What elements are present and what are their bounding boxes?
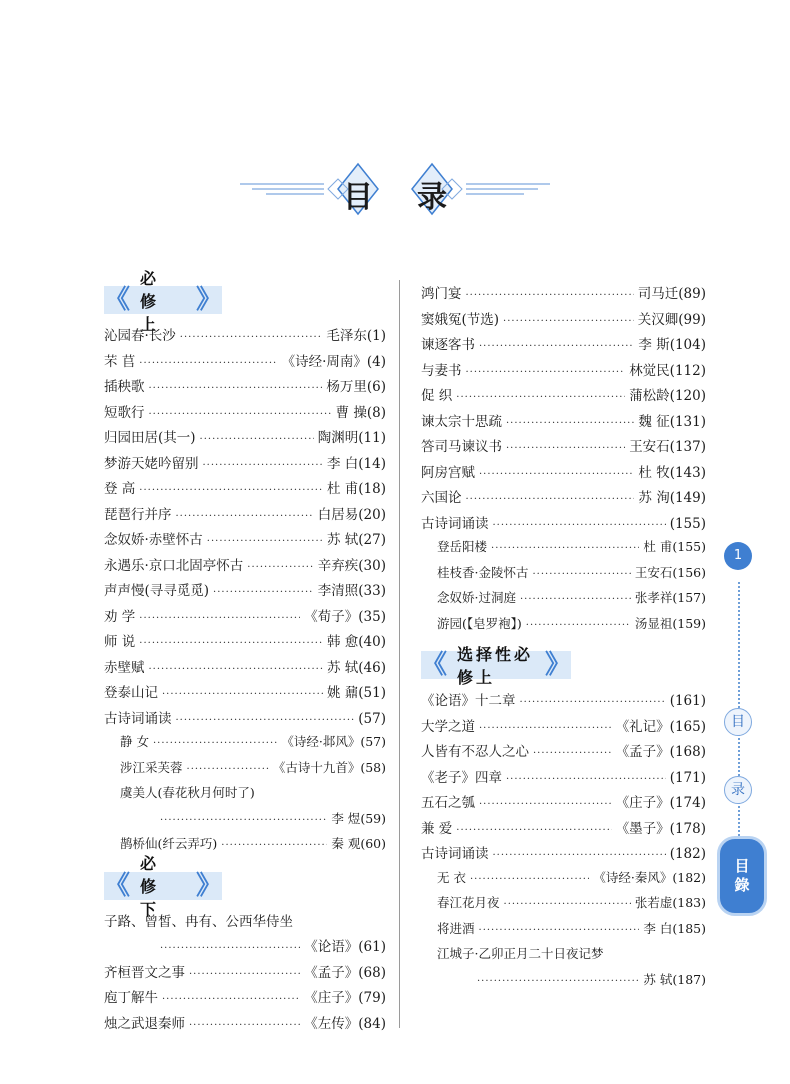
toc-entry-source-page: 辛弃疾(30) (317, 557, 386, 574)
toc-entry-title: 《论语》十二章 (421, 693, 516, 709)
toc-entry-source-page: 曹 操(8) (335, 404, 386, 421)
dot-leader (466, 290, 634, 301)
toc-entry[interactable] (421, 740, 706, 766)
dot-leader (479, 925, 640, 936)
toc-entry-title: 古诗词诵读 (421, 846, 489, 862)
toc-entry-source-page: 杜 牧(143) (638, 464, 706, 481)
bracket-right-icon: 》 (544, 650, 571, 680)
toc-entry[interactable] (421, 410, 706, 436)
dot-leader (506, 774, 666, 785)
toc-entry[interactable] (104, 477, 386, 503)
dot-leader (213, 587, 314, 598)
bracket-left-icon: 《 (421, 650, 448, 680)
dot-leader (532, 569, 630, 580)
dot-leader (504, 899, 631, 910)
toc-entry-source-page: 蒲松龄(120) (629, 388, 706, 404)
toc-entry-source-page: 李清照(33) (317, 583, 386, 599)
toc-entry-title: 答司马谏议书 (421, 439, 502, 455)
dot-leader (520, 594, 631, 605)
toc-entry-title: 涉江采芙蓉 (120, 759, 183, 775)
dot-leader (503, 316, 634, 327)
toc-entry-title: 春江花月夜 (437, 895, 500, 910)
dot-leader (533, 748, 612, 759)
toc-entry-source-page: 杜 甫(155) (643, 539, 706, 554)
toc-entry[interactable] (421, 842, 706, 868)
toc-entry-title: 无 衣 (437, 869, 466, 885)
toc-entry-title: 永遇乐·京口北固亭怀古 (104, 557, 244, 574)
dot-leader (221, 840, 327, 851)
toc-entry[interactable] (421, 868, 706, 894)
toc-entry-source-page: 姚 鼐(51) (326, 685, 386, 701)
toc-entry-source-page: (161) (669, 693, 706, 709)
section-heading (104, 854, 386, 919)
toc-entry[interactable] (104, 961, 386, 987)
dot-leader (203, 460, 323, 471)
toc-entry-source-page: 《诗经·秦风》(182) (593, 869, 706, 885)
dot-leader (200, 434, 314, 445)
dot-leader (479, 341, 634, 352)
toc-entry[interactable] (421, 893, 706, 919)
dot-leader (479, 799, 612, 810)
toc-entry[interactable] (421, 308, 706, 334)
dot-leader (491, 543, 639, 554)
toc-entry[interactable] (104, 656, 386, 682)
dot-leader (160, 943, 300, 954)
toc-entry[interactable] (421, 970, 706, 996)
toc-entry[interactable] (421, 486, 706, 512)
dot-leader (207, 536, 323, 547)
toc-entry[interactable] (421, 766, 706, 792)
toc-entry[interactable] (421, 919, 706, 945)
bracket-right-icon: 》 (195, 285, 222, 315)
dot-leader (456, 825, 611, 836)
toc-entry-source-page: 林觉民(112) (629, 362, 706, 379)
toc-entry[interactable] (421, 563, 706, 589)
toc-entry[interactable] (104, 1012, 386, 1038)
toc-entry-title: 梦游天姥吟留别 (104, 455, 199, 472)
toc-entry-title: 赤壁赋 (104, 659, 145, 676)
toc-entry-title: 人皆有不忍人之心 (421, 744, 529, 760)
dot-leader (479, 469, 634, 480)
toc-entry[interactable] (104, 707, 386, 733)
dot-leader (493, 850, 666, 861)
toc-entry-source-page: 秦 观(60) (331, 836, 386, 851)
toc-right-column (421, 282, 706, 995)
section-heading-label: 选择性必修上 (457, 645, 534, 687)
dot-leader (139, 638, 323, 649)
toc-entry-source-page: 《庄子》(174) (615, 795, 706, 811)
section-heading-bar (421, 645, 571, 687)
toc-entry[interactable] (104, 426, 386, 452)
toc-entry-source-page: 陶渊明(11) (317, 430, 386, 446)
toc-entry-title: 登 高 (104, 481, 136, 497)
toc-entry-title: 归园田居(其一) (104, 430, 196, 446)
toc-entry-source-page: 李 白(14) (326, 455, 386, 472)
toc-entry[interactable] (104, 579, 386, 605)
toc-entry-source-page: 李 白(185) (643, 920, 706, 936)
toc-entry-title: 劝 学 (104, 608, 136, 625)
dot-leader (506, 418, 634, 429)
toc-entry[interactable] (421, 435, 706, 461)
toc-entry-title: 五石之瓠 (421, 795, 475, 811)
toc-entry-title: 登泰山记 (104, 685, 158, 701)
toc-entry[interactable] (421, 359, 706, 385)
toc-entry[interactable] (421, 817, 706, 843)
toc-entry[interactable] (104, 986, 386, 1012)
toc-entry-title: 子路、曾皙、冉有、公西华侍坐 (104, 913, 293, 930)
toc-entry[interactable] (421, 689, 706, 715)
toc-entry-title: 兼 爱 (421, 820, 453, 837)
toc-entry-title: 促 织 (421, 388, 453, 404)
dot-leader (470, 874, 589, 885)
dot-leader (139, 613, 300, 624)
badge-char: 目 (734, 857, 750, 875)
dot-leader (526, 620, 631, 631)
toc-entry-title: 大学之道 (421, 718, 475, 735)
toc-entry-title: 古诗词诵读 (104, 710, 172, 727)
toc-entry-title: 虞美人(春花秋月何时了) (120, 785, 255, 800)
toc-entry-title: 短歌行 (104, 404, 145, 421)
toc-entry-source-page: 《孟子》(168) (615, 744, 706, 760)
toc-entry-title: 鹊桥仙(纤云弄巧) (120, 836, 218, 851)
toc-entry[interactable] (104, 630, 386, 656)
toc-entry-source-page: 《论语》(61) (304, 939, 386, 955)
toc-entry-title: 沁园春·长沙 (104, 328, 176, 344)
dot-leader (149, 664, 323, 675)
toc-entry-source-page: 《礼记》(165) (615, 718, 706, 735)
dot-leader (466, 494, 635, 505)
toc-entry[interactable] (421, 333, 706, 359)
toc-entry-title: 谏逐客书 (421, 337, 475, 353)
dot-leader (520, 697, 666, 708)
page-number-badge: 1 (724, 542, 752, 570)
toc-entry-title: 古诗词诵读 (421, 515, 489, 532)
toc-entry[interactable] (421, 588, 706, 614)
bracket-left-icon: 《 (104, 870, 131, 901)
toc-entry-source-page: 张若虚(183) (634, 895, 706, 910)
bracket-left-icon: 《 (104, 285, 131, 315)
toc-entry[interactable] (104, 554, 386, 580)
section-heading-bar (104, 854, 222, 919)
dot-leader (139, 485, 323, 496)
toc-entry-title: 登岳阳楼 (437, 539, 488, 554)
toc-entry[interactable] (104, 375, 386, 401)
toc-entry-source-page: 王安石(137) (629, 439, 706, 455)
toc-entry-source-page: 苏 轼(46) (326, 659, 386, 676)
dot-leader (149, 383, 323, 394)
toc-entry-source-page: 汤显祖(159) (634, 615, 706, 631)
toc-entry[interactable] (104, 503, 386, 529)
toc-entry-title: 声声慢(寻寻觅觅) (104, 583, 210, 599)
dot-leader (479, 723, 612, 734)
toc-entry[interactable] (104, 732, 386, 758)
toc-entry-source-page: (182) (669, 846, 706, 862)
toc-entry-title: 静 女 (120, 734, 149, 749)
toc-entry-source-page: 杨万里(6) (326, 379, 386, 395)
dot-leader (180, 332, 323, 343)
toc-entry-title: 鸿门宴 (421, 286, 462, 302)
toc-entry[interactable] (104, 350, 386, 376)
title-ornament (236, 158, 554, 220)
title-char-2: 录 (417, 180, 447, 215)
dot-leader (506, 443, 625, 454)
dot-leader (162, 689, 323, 700)
dot-leader (176, 715, 355, 726)
toc-entry[interactable] (421, 384, 706, 410)
toc-entry-source-page: 毛泽东(1) (326, 328, 386, 344)
dot-leader (466, 367, 626, 378)
toc-entry-source-page: 苏 轼(27) (326, 532, 386, 548)
toc-entry[interactable] (104, 452, 386, 478)
dot-leader (189, 1020, 300, 1031)
toc-entry-title: 桂枝香·金陵怀古 (437, 564, 529, 580)
toc-entry-title: 念奴娇·过洞庭 (437, 590, 516, 605)
toc-entry-source-page: 《庄子》(79) (304, 990, 386, 1006)
toc-entry[interactable] (104, 401, 386, 427)
section-heading-label: 必 修 上 (140, 268, 160, 334)
toc-entry-source-page: 白居易(20) (317, 506, 386, 523)
toc-entry-source-page: 杜 甫(18) (326, 481, 386, 497)
toc-entry[interactable] (421, 944, 706, 970)
toc-entry-source-page: 李 煜(59) (331, 810, 386, 826)
column-divider (399, 280, 400, 1028)
toc-entry[interactable] (104, 758, 386, 784)
toc-entry-title: 齐桓晋文之事 (104, 964, 185, 981)
toc-entry-source-page: 李 斯(104) (638, 337, 706, 353)
toc-entry-source-page: (171) (669, 769, 706, 786)
toc-entry-title: 《老子》四章 (421, 769, 502, 786)
toc-entry[interactable] (104, 605, 386, 631)
toc-entry[interactable] (421, 715, 706, 741)
toc-entry-source-page: (155) (669, 515, 706, 532)
bracket-right-icon: 》 (195, 870, 222, 901)
toc-entry-source-page: 苏 轼(187) (643, 971, 706, 987)
dot-leader (456, 392, 625, 403)
dot-leader (149, 409, 332, 420)
section-heading-bar (104, 268, 222, 334)
title-char-1: 目 (343, 180, 373, 215)
toc-entry[interactable] (421, 614, 706, 640)
toc-entry[interactable] (421, 461, 706, 487)
toc-entry-source-page: 魏 征(131) (638, 413, 706, 430)
toc-entry-source-page: 《诗经·周南》(4) (281, 353, 386, 370)
toc-entry-source-page: (57) (358, 710, 386, 727)
toc-entry-title: 窦娥冤(节选) (421, 311, 500, 328)
toc-entry-source-page: 张孝祥(157) (634, 590, 706, 605)
toc-entry-source-page: 王安石(156) (634, 564, 706, 580)
dot-leader (189, 969, 300, 980)
toc-entry-title: 阿房宫赋 (421, 464, 475, 481)
toc-entry-source-page: 司马迁(89) (637, 286, 706, 302)
section-badge (717, 836, 767, 916)
toc-entry-title: 念奴娇·赤壁怀古 (104, 532, 203, 548)
toc-entry-source-page: 《荀子》(35) (304, 608, 386, 625)
side-tab-char: 目 (724, 708, 752, 736)
toc-entry-source-page: 苏 洵(149) (638, 490, 706, 506)
toc-entry-title: 谏太宗十思疏 (421, 413, 502, 430)
toc-entry[interactable] (104, 783, 386, 809)
section-heading (104, 268, 386, 334)
badge-char: 錄 (734, 876, 750, 894)
toc-entry-source-page: 《墨子》(178) (615, 820, 706, 837)
toc-entry-title: 插秧歌 (104, 379, 145, 395)
toc-entry[interactable] (104, 935, 386, 961)
toc-entry[interactable] (104, 809, 386, 835)
dot-leader (247, 562, 313, 573)
section-heading-label: 必 修 下 (140, 854, 160, 919)
toc-entry-title: 庖丁解牛 (104, 990, 158, 1006)
toc-entry-title: 芣 苢 (104, 353, 136, 370)
dot-leader (160, 815, 327, 826)
toc-entry-title: 琵琶行并序 (104, 506, 172, 523)
dot-leader (493, 520, 666, 531)
toc-entry[interactable] (421, 791, 706, 817)
toc-entry-title: 师 说 (104, 634, 136, 650)
toc-entry[interactable] (104, 528, 386, 554)
dot-leader (176, 511, 314, 522)
toc-entry[interactable] (421, 512, 706, 538)
toc-entry-title: 将进酒 (437, 920, 475, 936)
toc-left-column (104, 268, 386, 1037)
toc-entry-source-page: 关汉卿(99) (637, 311, 706, 328)
toc-entry-title: 六国论 (421, 490, 462, 506)
toc-entry[interactable] (421, 282, 706, 308)
dot-leader (153, 738, 277, 749)
dot-leader (162, 994, 300, 1005)
toc-entry-source-page: 《孟子》(68) (304, 964, 386, 981)
toc-entry-source-page: 《诗经·邶风》(57) (281, 734, 386, 749)
toc-entry-source-page: 《古诗十九首》(58) (272, 759, 386, 775)
toc-entry-source-page: 韩 愈(40) (326, 634, 386, 650)
toc-entry-title: 与妻书 (421, 362, 462, 379)
dot-leader (187, 764, 269, 775)
toc-entry-source-page: 《左传》(84) (304, 1015, 386, 1032)
section-heading (421, 645, 706, 687)
toc-entry-title: 游园(【皂罗袍】) (437, 615, 522, 631)
dot-leader (477, 976, 639, 987)
toc-entry[interactable] (421, 537, 706, 563)
toc-entry-title: 烛之武退秦师 (104, 1015, 185, 1032)
toc-entry[interactable] (104, 681, 386, 707)
dot-leader (139, 358, 277, 369)
page-title (236, 158, 554, 220)
toc-entry-title: 江城子·乙卯正月二十日夜记梦 (437, 946, 604, 961)
side-tab-char: 录 (724, 776, 752, 804)
